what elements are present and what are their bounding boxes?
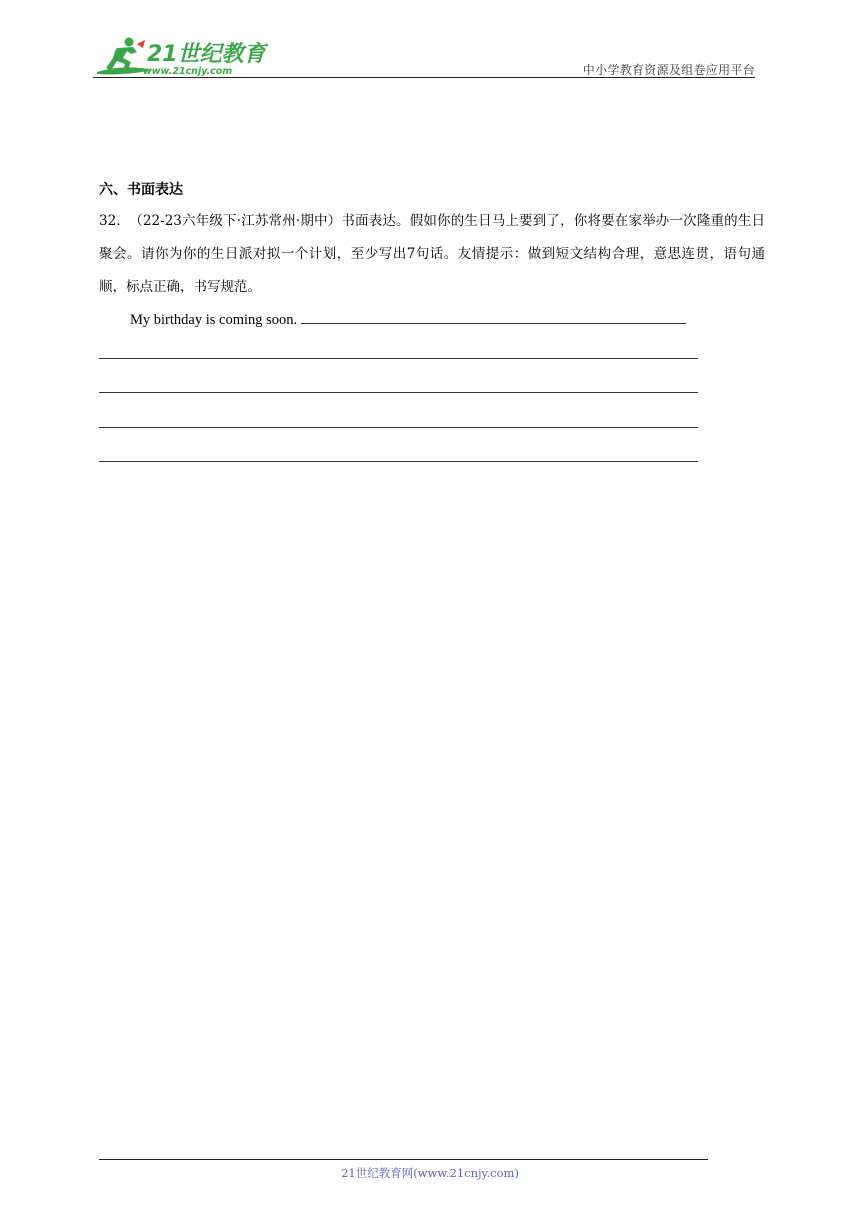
question-number: 32．: [99, 213, 131, 229]
answer-line[interactable]: [99, 461, 698, 462]
header-divider: [93, 77, 755, 78]
footer-text: 21世纪教育网(www.21cnjy.com): [341, 1166, 519, 1180]
answer-opening: My birthday is coming soon.: [130, 312, 298, 328]
answer-line[interactable]: [99, 392, 698, 393]
header-tagline: 中小学教育资源及组卷应用平台: [582, 63, 755, 77]
question-32: [99, 205, 765, 304]
answer-line[interactable]: [99, 358, 698, 359]
answer-first-line[interactable]: [130, 311, 686, 329]
logo-21cnjy: [93, 34, 268, 78]
footer-divider: [99, 1159, 708, 1160]
section-title: 六、书面表达: [99, 182, 183, 198]
question-text: （22-23六年级下·江苏常州·期中）书面表达。假如你的生日马上要到了，你将要在家举办一次隆重的生日聚会。请你为你的生日派对拟一个计划，至少写出7句话。友情提示：做到短文结构合理，意思连贯，语句通顺，标点正确，书写规范。: [99, 213, 765, 295]
answer-line[interactable]: [99, 427, 698, 428]
svg-text:www.21cnjy.com: www.21cnjy.com: [143, 66, 233, 77]
svg-text:21世纪教育: 21世纪教育: [147, 42, 266, 67]
answer-blank[interactable]: [301, 311, 686, 324]
page-header: [93, 34, 755, 78]
